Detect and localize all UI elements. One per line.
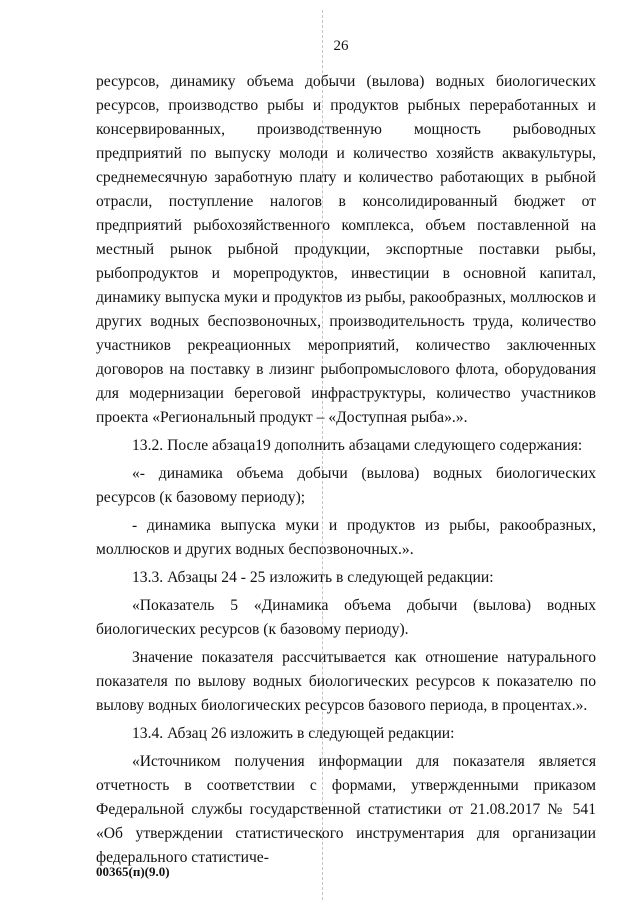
paragraph-13-4: 13.4. Абзац 26 изложить в следующей редакции:	[132, 725, 455, 742]
paragraph-quote-dynamics-flour: - динамика выпуска муки и продуктов из рыбы, ракообразных, моллюсков и других водных беспозвоночных.».	[96, 517, 596, 558]
document-footer-code: 00365(п)(9.0)	[96, 864, 170, 879]
paragraph-continuation: ресурсов, динамику объема добычи (вылова) водных биологических ресурсов, производство рыбы и продуктов рыбных переработанных и консервированных, производственную мощность рыбоводных предприятий по выпуску молоди и количество хозяйств аквакультуры, среднемесячную заработную плату и количество работающих в рыбной отрасли, поступление налогов в консолидированный бюджет от предприятий рыбохозяйственного комплекса, объем поставленной на местный рынок рыбной продукции, экспортные поставки рыбы, рыбопродуктов и морепродуктов, инвестиции в основной капитал, динамику выпуска муки и продуктов из рыбы, ракообразных, моллюсков и других водных беспозвоночных, производительность труда, количество участников рекреационных мероприятий, количество заключенных договоров на поставку в лизинг рыбопромыслового флота, оборудования для модернизации береговой инфраструктуры, количество участников проекта «Региональный продукт – «Доступная рыба».».	[96, 73, 596, 426]
paragraph-indicator-value: Значение показателя рассчитывается как отношение натурального показателя по вылову водных биологических ресурсов к показателю по вылову водных биологических ресурсов базового периода, в процентах.».	[96, 649, 596, 714]
paragraph-13-3: 13.3. Абзацы 24 - 25 изложить в следующей редакции:	[132, 569, 494, 586]
paragraph-indicator-5: «Показатель 5 «Динамика объема добычи (вылова) водных биологических ресурсов (к базовому периоду).	[96, 597, 596, 638]
document-body	[96, 70, 596, 874]
paragraph-information-source: «Источником получения информации для показателя является отчетность в соответствии с формами, утвержденными приказом Федеральной службы государственной статистики от 21.08.2017 № 541 «Об утверждении статистического инструментария для организации федерального статистиче-	[96, 753, 596, 866]
paragraph-quote-dynamics-catch: «- динамика объема добычи (вылова) водных биологических ресурсов (к базовому периоду);	[96, 465, 596, 506]
page-number: 26	[333, 38, 349, 54]
paragraph-13-2: 13.2. После абзаца19 дополнить абзацами следующего содержания:	[132, 437, 583, 454]
